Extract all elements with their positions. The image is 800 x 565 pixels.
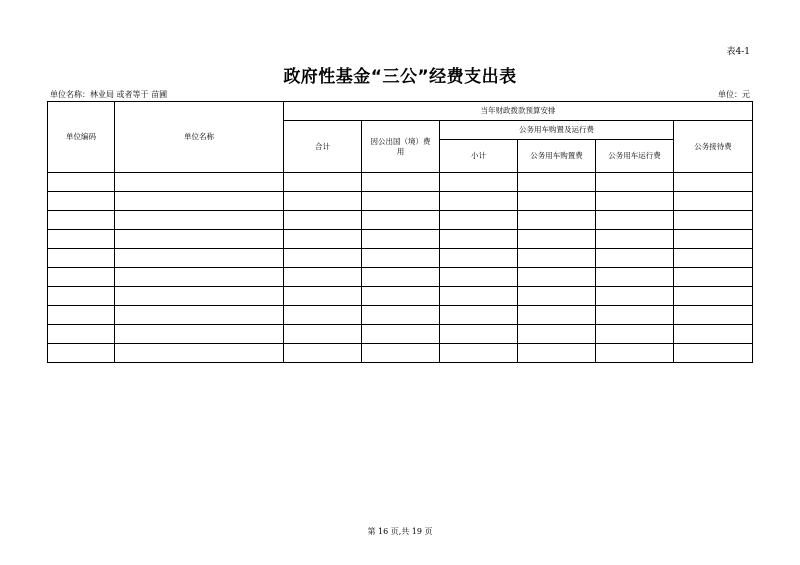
table-cell [115,211,284,230]
table-cell [362,306,440,325]
table-cell [674,325,753,344]
table-cell [362,325,440,344]
table-cell [115,287,284,306]
header-overseas: 因公出国（境）费用 [362,121,440,173]
table-cell [518,249,596,268]
table-cell [596,268,674,287]
table-cell [115,192,284,211]
table-cell [362,249,440,268]
table-cell [284,344,362,363]
currency-unit-label: 单位：元 [718,90,750,99]
table-cell [48,287,115,306]
table-cell [284,325,362,344]
table-cell [518,306,596,325]
table-cell [115,344,284,363]
table-cell [48,249,115,268]
table-row [48,173,753,192]
table-row [48,344,753,363]
table-cell [284,249,362,268]
table-cell [284,268,362,287]
table-cell [596,211,674,230]
table-row [48,211,753,230]
table-cell [115,249,284,268]
table-cell [518,344,596,363]
table-cell [518,325,596,344]
table-cell [596,192,674,211]
header-vehicle-purchase: 公务用车购置费 [518,140,596,173]
table-row [48,287,753,306]
table-body [48,173,753,363]
table-cell [115,306,284,325]
table-cell [596,306,674,325]
table-cell [518,173,596,192]
header-unit-name: 单位名称 [115,102,284,173]
table-cell [596,287,674,306]
table-cell [48,306,115,325]
table-cell [115,230,284,249]
table-row [48,192,753,211]
table-cell [440,192,518,211]
table-cell [48,211,115,230]
table-cell [48,192,115,211]
table-cell [48,344,115,363]
table-cell [284,211,362,230]
table-cell [440,287,518,306]
table-cell [596,230,674,249]
table-cell [518,230,596,249]
table-cell [518,287,596,306]
table-cell [440,173,518,192]
table-cell [440,268,518,287]
unit-name-label: 单位名称：林业局 或者等于 苗圃 [50,90,168,99]
table-cell [48,230,115,249]
table-cell [284,287,362,306]
table-cell [115,173,284,192]
table-cell [440,249,518,268]
table-cell [674,344,753,363]
table-cell [674,306,753,325]
table-cell [284,306,362,325]
table-row [48,325,753,344]
table-cell [48,325,115,344]
table-cell [362,211,440,230]
header-budget-group: 当年财政拨款预算安排 [284,102,753,121]
table-cell [674,268,753,287]
table-cell [674,230,753,249]
table-cell [362,192,440,211]
table-row [48,268,753,287]
table-row [48,230,753,249]
table-cell [284,173,362,192]
page-title: 政府性基金“三公”经费支出表 [283,67,517,87]
table-cell [362,344,440,363]
table-cell [440,230,518,249]
table-cell [284,192,362,211]
table-cell [440,325,518,344]
table-cell [115,325,284,344]
table-cell [362,287,440,306]
page-number: 第 16 页,共 19 页 [367,527,433,536]
table-cell [596,344,674,363]
table-cell [362,173,440,192]
table-cell [674,287,753,306]
header-reception: 公务接待费 [674,121,753,173]
table-cell [284,230,362,249]
table-cell [48,268,115,287]
table-number: 表4-1 [726,47,750,57]
table-cell [362,268,440,287]
table-cell [518,211,596,230]
table-cell [440,306,518,325]
table-cell [440,344,518,363]
header-vehicle-group: 公务用车购置及运行费 [440,121,674,140]
table-cell [48,173,115,192]
table-cell [440,211,518,230]
header-vehicle-operation: 公务用车运行费 [596,140,674,173]
header-subtotal: 小计 [440,140,518,173]
table-cell [596,173,674,192]
table-cell [596,249,674,268]
table-cell [674,249,753,268]
table-cell [674,211,753,230]
header-total: 合计 [284,121,362,173]
table-cell [674,192,753,211]
expense-table [47,101,753,363]
table-cell [596,325,674,344]
header-unit-code: 单位编码 [48,102,115,173]
table-cell [518,268,596,287]
table-row [48,306,753,325]
table-cell [518,192,596,211]
table-cell [115,268,284,287]
table-row [48,249,753,268]
table-cell [362,230,440,249]
table-cell [674,173,753,192]
